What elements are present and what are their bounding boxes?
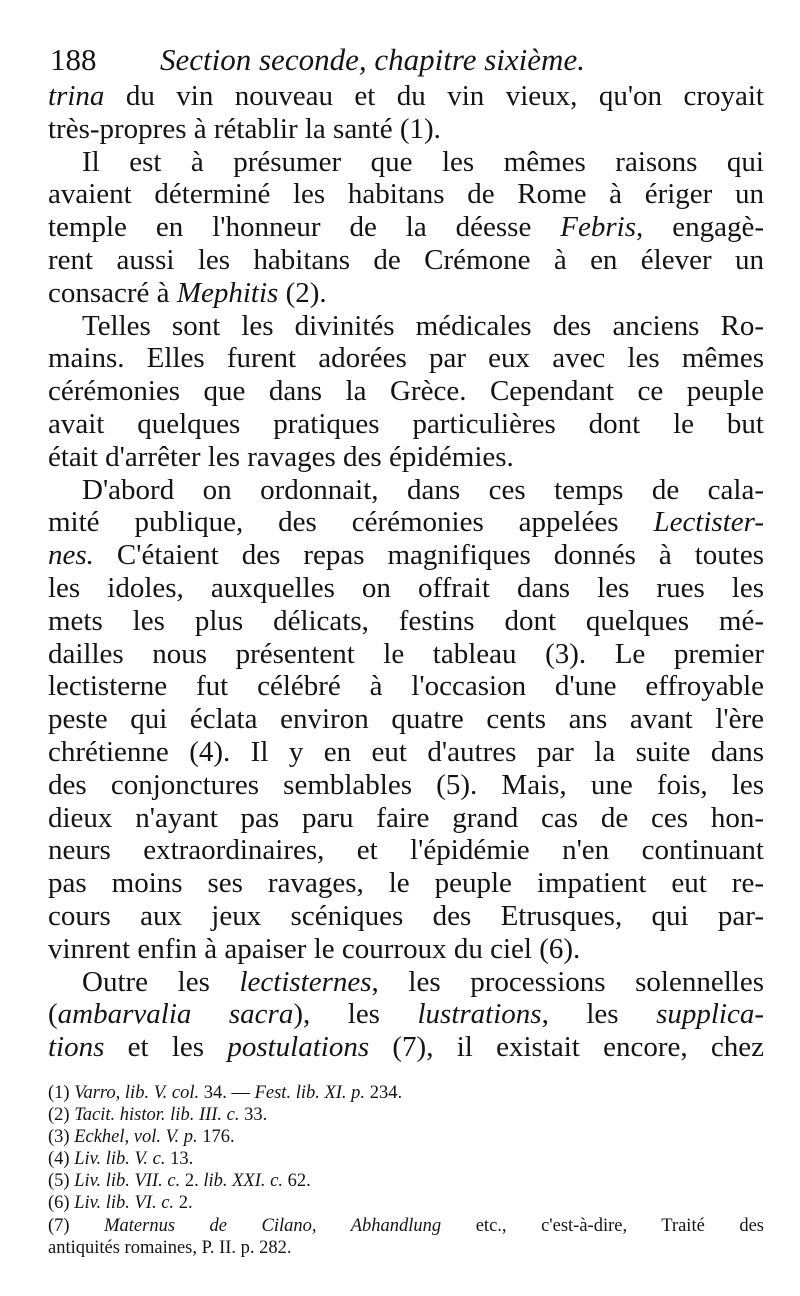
- text-line: chrétienne (4). Il y en eut d'autres par la suite dans: [48, 735, 764, 768]
- text-line: mets les plus délicats, festins dont quelques mé-: [48, 604, 764, 637]
- page-header: [50, 40, 770, 80]
- text-line: Outre les lectisternes, les processions solennelles: [82, 965, 765, 998]
- footnote: (7) Maternus de Cilano, Abhandlung etc., c'est-à-dire, Traité des: [48, 1215, 764, 1236]
- text-line: mité publique, des cérémonies appelées Lectister-: [48, 506, 764, 539]
- text-line: avait quelques pratiques particulières dont le but: [48, 407, 764, 440]
- footnote: (1) Varro, lib. V. col. 34. — Fest. lib. XI. p. 234.: [48, 1083, 403, 1103]
- text-line: (ambarvalia sacra), les lustrations, les supplica-: [48, 998, 764, 1031]
- footnotes: [48, 1082, 764, 1259]
- footnote: (3) Eckhel, vol. V. p. 176.: [48, 1127, 235, 1148]
- text-line: cours aux jeux scéniques des Etrusques, qui par-: [48, 899, 764, 932]
- text-line: tions et les postulations (7), il existait encore, chez: [48, 1031, 764, 1064]
- text-line: temple en l'honneur de la déesse Febris, engagè-: [48, 211, 764, 244]
- text-line: très-propres à rétablir la santé (1).: [48, 112, 441, 145]
- text-line: consacré à Mephitis (2).: [48, 276, 327, 309]
- text-line: lectisterne fut célébré à l'occasion d'une effroyable: [48, 670, 764, 703]
- text-line: trina du vin nouveau et du vin vieux, qu'on croyait: [48, 80, 764, 112]
- text-line: cérémonies que dans la Grèce. Cependant ce peuple: [48, 375, 764, 408]
- text-line: dailles nous présentent le tableau (3). Le premier: [48, 637, 764, 670]
- text-line: Telles sont les divinités médicales des anciens Ro-: [82, 309, 764, 342]
- footnote: (5) Liv. lib. VII. c. 2. lib. XXI. c. 62.: [48, 1171, 311, 1192]
- text-line: des conjonctures semblables (5). Mais, une fois, les: [48, 768, 764, 801]
- text-line: neurs extraordinaires, et l'épidémie n'en continuant: [48, 834, 764, 867]
- footnote: (2) Tacit. histor. lib. III. c. 33.: [48, 1105, 268, 1126]
- text-line: mains. Elles furent adorées par eux avec les mêmes: [48, 342, 764, 375]
- text-line: les idoles, auxquelles on offrait dans les rues les: [48, 571, 764, 604]
- text-line: Il est à présumer que les mêmes raisons qui: [82, 145, 764, 178]
- text-line: avaient déterminé les habitans de Rome à ériger un: [48, 178, 764, 211]
- text-line: était d'arrêter les ravages des épidémies.: [48, 440, 514, 473]
- text-line: D'abord on ordonnait, dans ces temps de cala-: [82, 473, 764, 506]
- text-line: rent aussi les habitans de Crémone à en élever un: [48, 243, 764, 276]
- footnote: (6) Liv. lib. VI. c. 2.: [48, 1193, 193, 1214]
- footnote-continuation: antiquités romaines, P. II. p. 282.: [48, 1237, 292, 1258]
- text-line: peste qui éclata environ quatre cents ans avant l'ère: [48, 703, 764, 736]
- page-number: 188: [50, 42, 97, 77]
- body-text: [48, 80, 764, 1064]
- text-line: vinrent enfin à apaiser le courroux du ciel (6).: [48, 932, 581, 965]
- text-line: nes. C'étaient des repas magnifiques donnés à toutes: [48, 539, 764, 572]
- text-line: dieux n'ayant pas paru faire grand cas de ces hon-: [48, 801, 764, 834]
- running-head: Section seconde, chapitre sixième.: [160, 42, 585, 77]
- text-line: pas moins ses ravages, le peuple impatient eut re-: [48, 867, 764, 900]
- footnote: (4) Liv. lib. V. c. 13.: [48, 1149, 194, 1170]
